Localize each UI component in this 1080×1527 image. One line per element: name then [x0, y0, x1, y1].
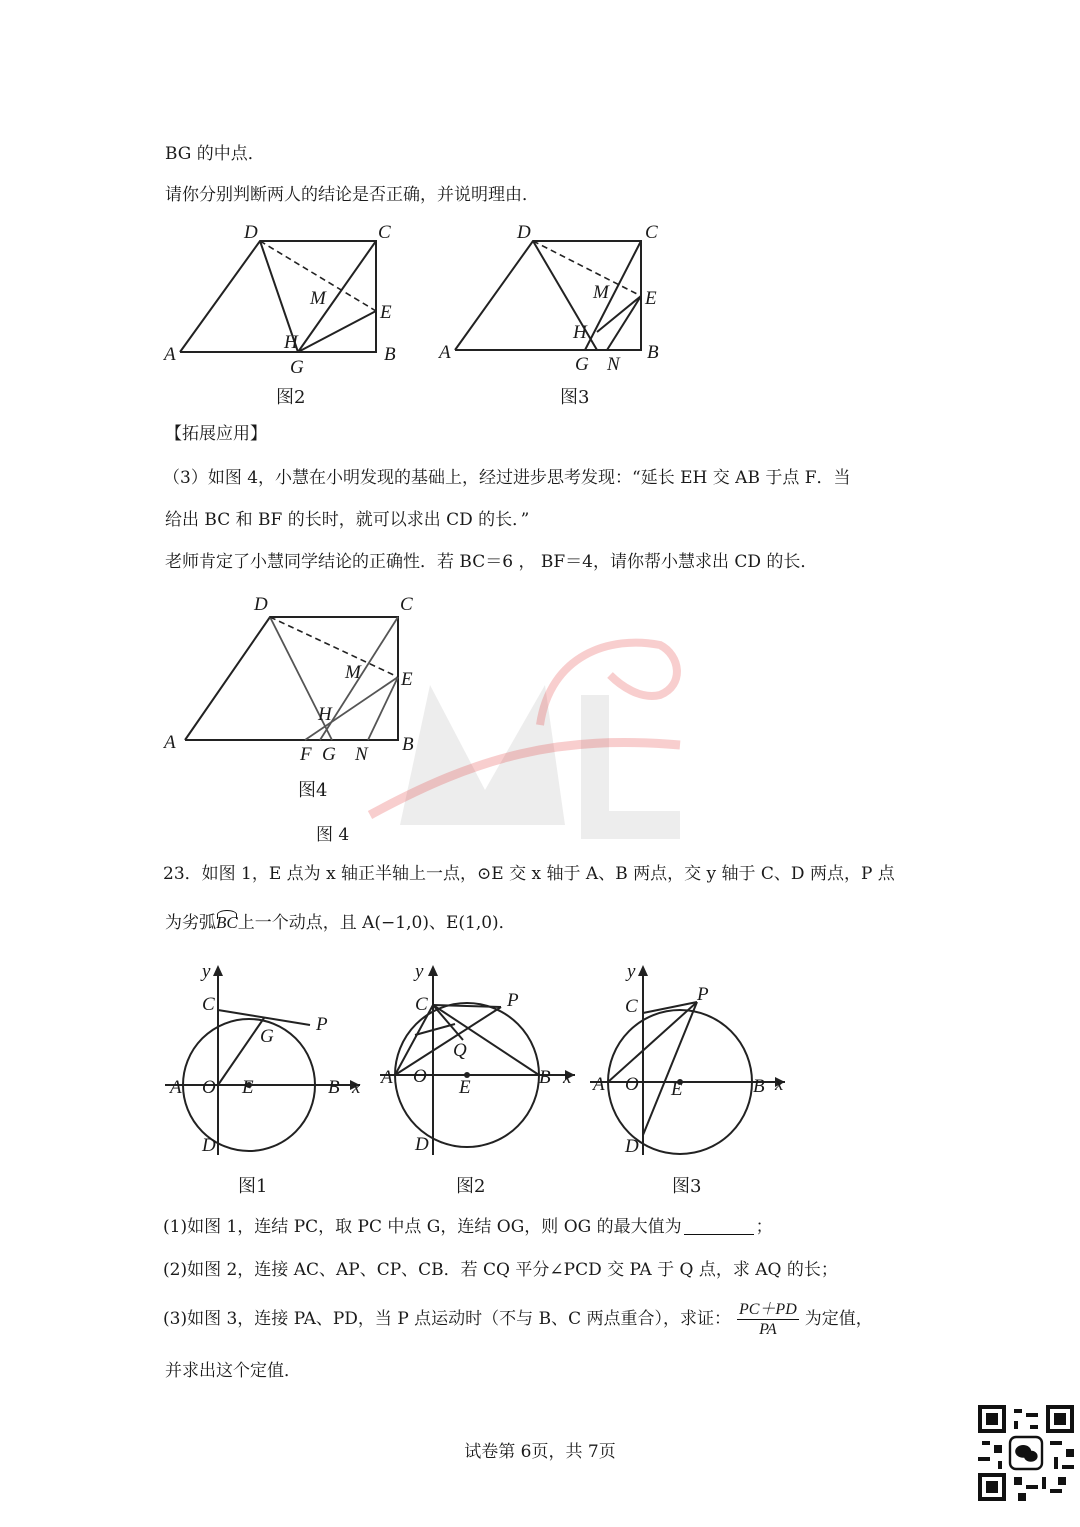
- svg-text:C: C: [400, 594, 413, 615]
- svg-text:D: D: [202, 1135, 216, 1156]
- svg-text:y: y: [627, 961, 636, 982]
- svg-text:E: E: [242, 1077, 254, 1098]
- svg-text:B: B: [402, 734, 414, 755]
- q23-line-2: 为劣弧BC上一个动点，且 A(−1,0)、E(1,0)．: [165, 913, 516, 933]
- svg-text:G: G: [575, 354, 589, 375]
- svg-text:A: A: [170, 1077, 182, 1098]
- text-line-1: BG 的中点．: [165, 144, 265, 164]
- svg-text:N: N: [607, 354, 620, 375]
- svg-text:D: D: [625, 1136, 639, 1157]
- svg-text:x: x: [563, 1067, 572, 1088]
- caption-fig3: 图3: [560, 387, 590, 408]
- svg-text:A: A: [593, 1074, 605, 1095]
- svg-text:C: C: [415, 994, 428, 1015]
- svg-text:y: y: [202, 961, 211, 982]
- coord-figure-2: [375, 960, 585, 1160]
- svg-text:G: G: [322, 744, 336, 765]
- caption-fig4-a: 图4: [298, 780, 328, 801]
- svg-text:B: B: [328, 1077, 340, 1098]
- svg-text:C: C: [202, 994, 215, 1015]
- svg-text:D: D: [244, 222, 258, 243]
- svg-text:P: P: [507, 990, 519, 1011]
- q23-line-1: 23．如图 1，E 点为 x 轴正半轴上一点，⊙E 交 x 轴于 A、B 两点，交 y 轴于 C、D 两点，P 点: [163, 864, 895, 884]
- svg-text:N: N: [355, 744, 368, 765]
- part3-line: (3)如图 3，连接 PA、PD，当 P 点运动时（不与 B、C 两点重合），求证： $\frac{PC+PD}{PA}$ 为定值，: [163, 1301, 873, 1339]
- caption-coord-1: 图1: [238, 1176, 268, 1197]
- svg-text:A: A: [164, 344, 176, 365]
- svg-text:P: P: [316, 1014, 328, 1035]
- svg-text:A: A: [381, 1067, 393, 1088]
- svg-text:A: A: [164, 732, 176, 753]
- svg-text:F: F: [300, 744, 312, 765]
- part1-line: (1)如图 1，连结 PC，取 PC 中点 G，连结 OG，则 OG 的最大值为 ；: [163, 1217, 773, 1237]
- svg-text:B: B: [384, 344, 396, 365]
- part3-line-2: 并求出这个定值．: [165, 1361, 301, 1381]
- svg-text:M: M: [593, 282, 609, 303]
- figure-4: [160, 590, 430, 770]
- q3-line-2: 给出 BC 和 BF 的长时，就可以求出 CD 的长．”: [165, 510, 530, 530]
- svg-text:H: H: [284, 332, 298, 353]
- coord-figure-1: [160, 960, 370, 1160]
- caption-coord-3: 图3: [672, 1176, 702, 1197]
- svg-text:G: G: [260, 1026, 274, 1047]
- text-line-2: 请你分别判断两人的结论是否正确，并说明理由．: [165, 185, 539, 205]
- caption-fig2: 图2: [276, 387, 306, 408]
- q3-line-3: 老师肯定了小慧同学结论的正确性．若 BC＝6 ， BF＝4，请你帮小慧求出 CD 的长．: [165, 552, 818, 572]
- svg-text:G: G: [290, 357, 304, 378]
- svg-text:x: x: [775, 1074, 784, 1095]
- svg-text:x: x: [352, 1077, 361, 1098]
- qr-code-icon: [978, 1405, 1074, 1501]
- svg-text:E: E: [380, 302, 392, 323]
- figure-3: [435, 218, 675, 383]
- svg-text:H: H: [318, 704, 332, 725]
- svg-text:M: M: [345, 662, 361, 683]
- svg-text:A: A: [439, 342, 451, 363]
- svg-text:D: D: [517, 222, 531, 243]
- svg-text:D: D: [415, 1134, 429, 1155]
- svg-text:E: E: [645, 288, 657, 309]
- page-footer: 试卷第 6页，共 7页: [464, 1442, 616, 1462]
- svg-text:M: M: [310, 288, 326, 309]
- figure-2: [160, 218, 400, 383]
- svg-text:E: E: [401, 669, 413, 690]
- svg-text:B: B: [753, 1076, 765, 1097]
- caption-fig4-b: 图 4: [316, 825, 350, 845]
- answer-blank: [684, 1217, 754, 1235]
- svg-text:y: y: [415, 961, 424, 982]
- svg-text:B: B: [539, 1067, 551, 1088]
- svg-text:H: H: [573, 322, 587, 343]
- svg-text:B: B: [647, 342, 659, 363]
- coord-figure-3: [585, 960, 795, 1160]
- svg-text:Q: Q: [453, 1040, 467, 1061]
- svg-text:E: E: [459, 1077, 471, 1098]
- svg-text:E: E: [671, 1079, 683, 1100]
- arc-bc: BC: [216, 913, 238, 932]
- svg-text:C: C: [645, 222, 658, 243]
- svg-text:C: C: [378, 222, 391, 243]
- part2-line: (2)如图 2，连接 AC、AP、CP、CB．若 CQ 平分∠PCD 交 PA 于 Q 点，求 AQ 的长；: [163, 1260, 838, 1280]
- svg-text:D: D: [254, 594, 268, 615]
- svg-text:P: P: [697, 984, 709, 1005]
- fraction: $\frac{PC+PD}{PA}$: [738, 1301, 797, 1339]
- svg-text:O: O: [202, 1077, 216, 1098]
- caption-coord-2: 图2: [456, 1176, 486, 1197]
- svg-text:O: O: [413, 1066, 427, 1087]
- section-title: 【拓展应用】: [165, 424, 267, 444]
- svg-text:O: O: [625, 1074, 639, 1095]
- svg-text:C: C: [625, 996, 638, 1017]
- q3-line-1: （3）如图 4，小慧在小明发现的基础上，经过进步思考发现：“延长 EH 交 AB 于点 F．当: [163, 468, 851, 488]
